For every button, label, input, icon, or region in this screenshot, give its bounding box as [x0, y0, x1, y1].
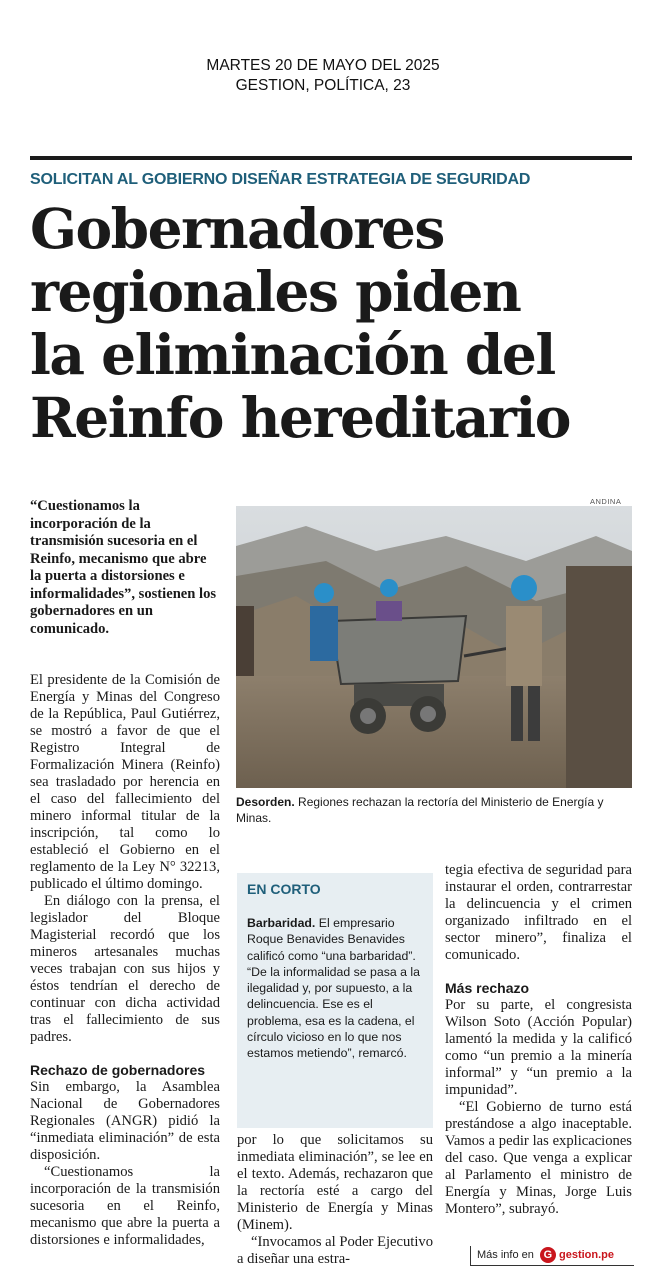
footer-site-link[interactable]: gestion.pe [559, 1249, 615, 1261]
photo-caption [236, 794, 632, 826]
col3-paragraph-1: tegia efectiva de seguridad para instaurar el orden, contrarrestar la delincuencia y el crimen organizado infiltrado en el sector minero”, finaliza el comunicado. [445, 862, 632, 963]
column-2 [237, 1132, 433, 1268]
page-header [0, 56, 646, 96]
col3-subhead: Más rechazo [445, 980, 530, 996]
article-photo [236, 506, 632, 788]
col1-paragraph-1: El presidente de la Comisión de Energía y Minas del Congreso de la República, Paul Gutiérrez, se mostró a favor de que el Registro Integral de Formalización Minera (Reinfo) sea trasladado por herencia en el caso del fallecimiento del minero informal titular de la inscripción, tal como lo estableció el Gobierno en el reglamento de la Ley N° 32213, publicado el último domingo. [30, 672, 220, 892]
col3-paragraph-2: Por su parte, el congresista Wilson Soto (Acción Popular) lamentó la medida y la calificó como “un premio a la minería informal” y “un premio a la impunidad”. [445, 997, 632, 1098]
caption-lead: Desorden. [236, 795, 295, 809]
pull-quote: “Cuestionamos la incorporación de la transmisión sucesoria en el Reinfo, mecanismo que abre la puerta a distorsiones e informalidades”, sostienen los gobernadores en un comunicado. [30, 498, 217, 637]
col2-paragraph-2: “Invocamos al Poder Ejecutivo a diseñar una estra- [237, 1234, 433, 1267]
box-body: El empresario Roque Benavides Benavides calificó como “una barbaridad”. “De la informalidad se pasa a la ilegalidad y, por supuesto, a la delincuencia. Ese es el problema, esa es la cadena, el círculo vicioso en lo que nos estamos metiendo”, remarcó. [247, 916, 420, 1061]
col1-subhead: Rechazo de gobernadores [30, 1062, 206, 1078]
footer-label: Más info en [477, 1249, 534, 1261]
col1-paragraph-2: En diálogo con la prensa, el legislador del Bloque Magisterial recordó que los mineros artesanales muchas veces trabajan con sus hijos y éstos tendrían el derecho de continuar con dicha actividad tras el fallecimiento de sus padres. [30, 893, 220, 1045]
headline-line-3: la eliminación del [30, 322, 555, 387]
source-line: GESTION, POLÍTICA, 23 [235, 77, 411, 94]
kicker: SOLICITAN AL GOBIERNO DISEÑAR ESTRATEGIA DE SEGURIDAD [30, 171, 531, 188]
col1-paragraph-4: “Cuestionamos la incorporación de la transmisión sucesoria en el Reinfo, mecanismo que abre la puerta a distorsiones e informalidades, [30, 1164, 220, 1248]
box-lead: Barbaridad. [247, 916, 316, 930]
gestion-logo-icon: G [540, 1247, 556, 1263]
headline-line-1: Gobernadores [30, 196, 444, 261]
box-text [247, 915, 423, 1062]
headline-line-4: Reinfo hereditario [30, 385, 570, 450]
date-line: MARTES 20 DE MAYO DEL 2025 [206, 57, 440, 74]
col3-paragraph-3: “El Gobierno de turno está prestándose a algo inaceptable. Vamos a pedir las explicaciones del caso. Que venga a explicar al Parlamento el ministro de Energía y Minas, Jorge Luis Montero”, subrayó. [445, 1099, 632, 1217]
en-corto-box [237, 873, 433, 1128]
photo-credit: ANDINA [590, 497, 622, 506]
box-title: EN CORTO [247, 881, 321, 897]
headline-line-2: regionales piden [30, 259, 521, 324]
headline [30, 197, 632, 449]
col1-paragraph-3: Sin embargo, la Asamblea Nacional de Gobernadores Regionales (ANGR) pidió la “inmediata eliminación” de esta disposición. [30, 1079, 220, 1163]
column-3 [445, 862, 632, 1218]
more-info-footer[interactable] [470, 1246, 634, 1266]
top-rule [30, 156, 632, 160]
caption-text: Regiones rechazan la rectoría del Ministerio de Energía y Minas. [236, 795, 604, 825]
col2-paragraph-1: por lo que solicitamos su inmediata eliminación”, se lee en el texto. Además, rechazaron que la rectoría esté a cargo del Ministerio de Energía y Minas (Minem). [237, 1132, 433, 1233]
column-1 [30, 672, 220, 1249]
